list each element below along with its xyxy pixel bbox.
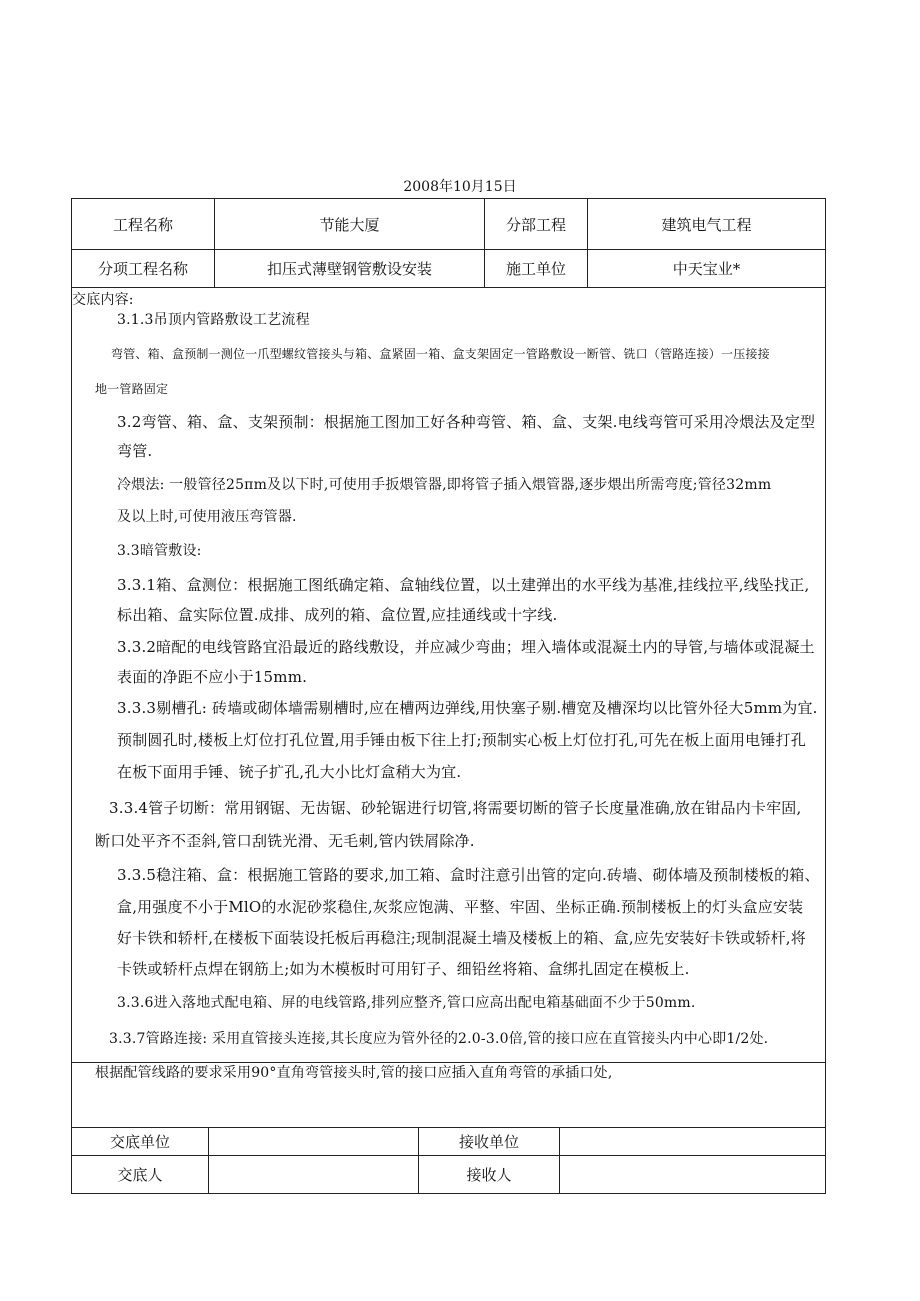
content-line: 弯管、箱、盒预制一测位一爪型螺纹管接头与箱、盒紧固一箱、盒支架固定一管路敷设一断管、铣口（管路连接）一压接接 [111,347,770,361]
receiver-label: 接收人 [419,1156,560,1193]
content-line: 3.3.4管子切断：常用钢锯、无齿锯、砂轮锯进行切管,将需要切断的管子长度量准确,放在钳品内卡牢固, [109,799,802,817]
info-row-1 [72,199,825,250]
document-date: 2008年10月15日 [403,179,517,195]
subitem-label: 分项工程名称 [72,250,215,287]
disclosure-form [71,198,826,1194]
division-label: 分部工程 [485,199,588,249]
content-line: 在板下面用手锤、铳子扩孔,孔大小比灯盒稍大为宜. [117,763,462,781]
signoff-row-2 [72,1156,825,1193]
content-line: 3.3.7管路连接: 采用直管接头连接,其长度应为管外径的2.0-3.0倍,管的接口应在直管接头内中心即1/2处. [109,1031,769,1047]
issuer-unit-value[interactable] [209,1128,419,1155]
content-line: 3.3.6进入落地式配电箱、屏的电线管路,排列应整齐,管口应高出配电箱基础面不少于50mm. [117,995,696,1011]
content-line: 卡铁或轿杆点焊在钢筋上;如为木模板时可用钉子、细铅丝将箱、盒绑扎固定在模板上. [117,960,690,978]
content-line: 冷煨法: 一般管径25πm及以下时,可使用手扳煨管器,即将管子插入煨管器,逐步煨出所需弯度;管径32mm [117,477,772,493]
receiver-value[interactable] [560,1156,825,1193]
issuer-unit-label: 交底单位 [72,1128,209,1155]
disclosure-content [72,288,825,1081]
content-line: 3.3暗管敷设: [117,543,202,559]
contractor-value: 中天宝业* [672,260,741,278]
content-line: 表面的净距不应小于15mm. [117,668,308,686]
info-row-2 [72,250,825,288]
content-line: 3.3.5稳注箱、盒：根据施工管路的要求,加工箱、盒时注意引出管的定向.砖墙、砌体墙及预制楼板的箱、 [117,866,820,884]
issuer-label: 交底人 [72,1156,209,1193]
content-line: 断口处平齐不歪斜,管口刮铣光滑、无毛刺,管内铁屑除净. [95,832,475,850]
content-line: 3.3.2暗配的电线管路宜沿最近的路线敷设，并应减少弯曲；埋入墙体或混凝土内的导管,与墙体或混凝土 [117,638,815,656]
content-line: 根据配管线路的要求采用90°直角弯管接头时,管的接口应插入直角弯管的承插口处, [95,1065,613,1081]
content-line: 盒,用强度不小于MlO的水泥砂浆稳住,灰浆应饱满、平整、牢固、坐标正确.预制楼板上的灯头盒应安装 [117,898,804,916]
content-line: 好卡铁和轿杆,在楼板下面装设托板后再稳注;现制混凝土墙及楼板上的箱、盒,应先安装好卡铁或轿杆,将 [117,929,806,947]
project-name-label: 工程名称 [72,199,215,249]
content-line: 预制圆孔时,楼板上灯位打孔位置,用手锤由板下往上打;预制实心板上灯位打孔,可先在板上面用电锤打孔 [117,731,806,749]
content-line: 3.1.3吊顶内管路敷设工艺流程 [117,312,310,328]
content-label: 交底内容: [72,292,134,308]
receiver-unit-value[interactable] [560,1128,825,1155]
receiver-unit-label: 接收单位 [419,1128,560,1155]
subitem-value: 扣压式薄壁钢管敷设安装 [215,250,485,287]
content-line: 3.3.3剔槽孔: 砖墙或砌体墙需剔槽时,应在槽两边弹线,用快塞子剔.槽宽及槽深均以比管外径大5mm为宜. [117,699,818,717]
division-value: 建筑电气工程 [661,215,752,234]
signoff-row-1 [72,1127,825,1156]
project-name-value: 节能大厦 [215,199,485,249]
content-line: 3.2弯管、箱、盒、支架预制：根据施工图加工好各种弯管、箱、盒、支架.电线弯管可采用冷煨法及定型 [117,413,816,431]
content-line: 弯管. [117,442,153,460]
content-line: 地一管路固定 [95,382,169,396]
content-line: 3.3.1箱、盒测位：根据施工图纸确定箱、盒轴线位置，以土建弹出的水平线为基准,挂线拉平,线坠找正, [117,576,810,594]
issuer-value[interactable] [209,1156,419,1193]
contractor-label: 施工单位 [485,250,588,287]
content-line: 及以上时,可使用液压弯管器. [117,509,297,525]
content-line: 标出箱、盒实际位置.成排、成列的箱、盒位置,应挂通线或十字线. [117,606,558,624]
